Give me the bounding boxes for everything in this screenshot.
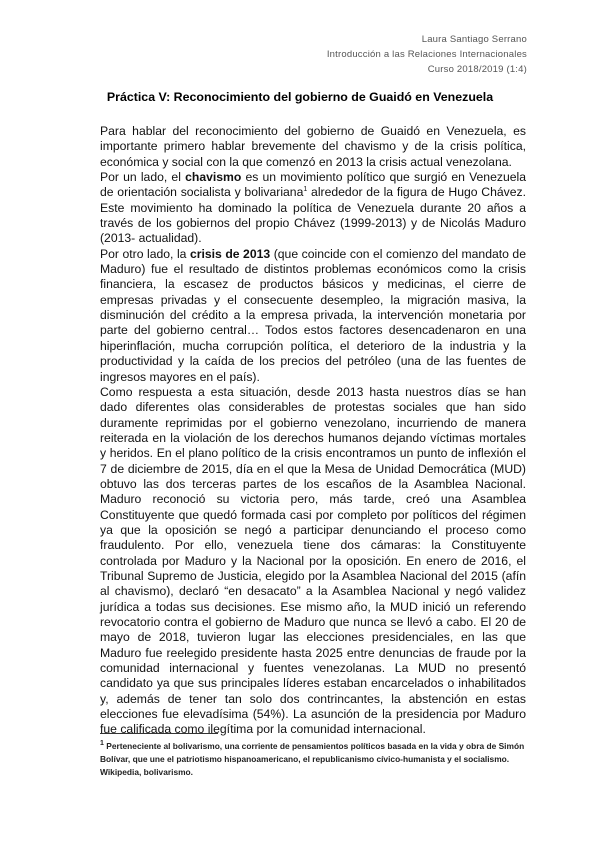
paragraph-chavismo-lead: Por un lado, el (100, 170, 186, 185)
document-title: Práctica V: Reconocimiento del gobierno de Guaidó en Venezuela (106, 90, 494, 104)
footnote-reference[interactable]: 1 (303, 186, 308, 194)
footnote-number: 1 (100, 740, 104, 748)
header-year: Curso 2018/2019 (1:4) (427, 64, 527, 75)
paragraph-protests: Como respuesta a esta situación, desde 2013 hasta nuestros días se han dado diferentes olas considerables de protestas sociales que han sido duramente reprimidas por el gobierno venezolano, incurriendo de manera reiterada en la violación de los derechos humanos dejando víctimas mortales y heridos. En el plano político de la crisis encontramos un punto de inflexión el 7 de diciembre de 2015, día en el que la Mesa de Unidad Democrática (MUD) obtuvo las dos terceras partes de los escaños de la Asamblea Nacional. Maduro reconoció su victoria pero, más tarde, creó una Asamblea Constituyente que quedó formada casi por completo por políticos del régimen ya que la oposición se negó a participar denunciando el proceso como fraudulento. Por ello, venezuela tiene dos cámaras: la Constituyente controlada por Maduro y la Nacional por la oposición. En enero de 2016, el Tribunal Supremo de Justicia, elegido por la Asamblea Nacional del 2015 (afín al chavismo), declaró “en desacato” a la Asamblea Nacional y negó validez jurídica a todas sus decisiones. Ese mismo año, la MUD inició un referendo revocatorio contra el gobierno de Maduro que nunca se llevó a cabo. El 20 de mayo de 2018, tuvieron lugar las elecciones presidenciales, en las que Maduro fue reelegido presidente hasta 2025 entre denuncias de fraude por la comunidad internacional y fuentes venezolanas. La MUD no presentó candidato ya que sus principales líderes estaban encarcelados o inhabilitados y, además de tener tan solo dos contrincantes, la abstención en estas elecciones fue elevadísima (54%). La asunción de la presidencia por Maduro fue calificada como ilegítima por la comunidad internacional. (100, 384, 526, 737)
term-crisis-2013: crisis de 2013 (189, 246, 271, 261)
footnote-divider (100, 733, 218, 734)
header-course: Introducción a las Relaciones Internacionales (326, 49, 527, 60)
footnote-text: Perteneciente al bolivarismo, una corriente de pensamientos políticos basada en la vida y obra de Simón Bolívar, que une el patriotismo hispanoamericano, el republicanismo cívico-humanista y el socialismo. Wikipedia, bolivarismo. (100, 741, 525, 777)
paragraph-chavismo (100, 170, 526, 247)
paragraph-chavismo-end: alrededor de la figura de Hugo Chávez. Este movimiento ha dominado la política de Venezuela durante 20 años a través de los gobiernos del propio Chávez (1999-2013) y de Nicolás Maduro (2013- actualidad). (100, 185, 526, 246)
paragraph-crisis-lead: Por otro lado, la (100, 246, 190, 261)
paragraph-crisis-rest: (que coincide con el comienzo del mandato de Maduro) fue el resultado de distintos problemas económicos como la crisis financiera, la escasez de productos básicos y medicinas, el cierre de empresas privadas y el consecuente desempleo, la migración masiva, la disminución del crédito a la empresa privada, la intervención monetaria por parte del gobierno central… Todos estos factores desencadenaron en una hiperinflación, mucha corrupción política, el deterioro de la industria y la productividad y la caída de los precios del petróleo (una de las fuentes de ingresos mayores en el país). (100, 246, 526, 384)
paragraph-chavismo-mid: es un movimiento político que surgió en Venezuela de orientación socialista y bolivariana (100, 170, 526, 200)
header-author: Laura Santiago Serrano (421, 34, 527, 45)
paragraph-intro: Para hablar del reconocimiento del gobierno de Guaidó en Venezuela, es importante primero hablar brevemente del chavismo y de la crisis política, económica y social con la que comenzó en 2013 la crisis actual venezolana. (100, 124, 526, 169)
footnote (100, 740, 526, 778)
page-header (327, 32, 527, 77)
paragraph-crisis (100, 247, 526, 385)
document-body (100, 124, 526, 738)
term-chavismo: chavismo (185, 170, 242, 185)
